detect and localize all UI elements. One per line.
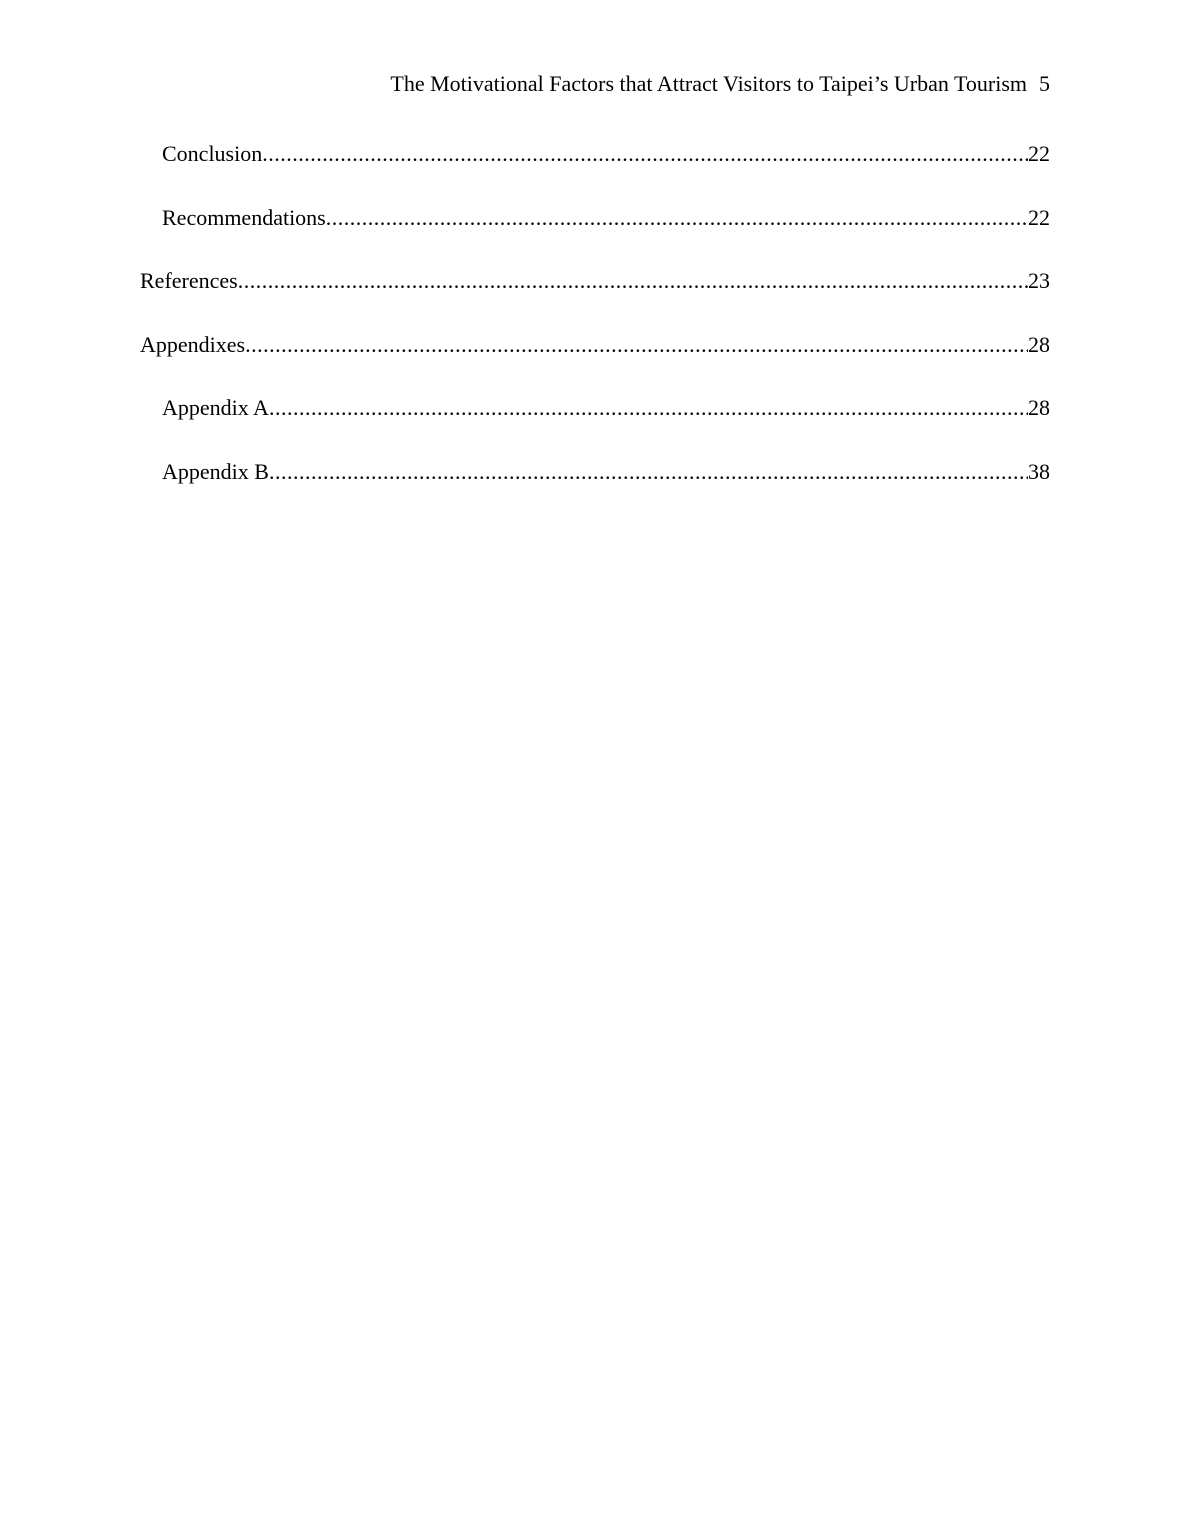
- toc-entry-page: 28: [1028, 331, 1050, 357]
- dot-leader: [326, 204, 1028, 232]
- dot-leader: [269, 458, 1028, 486]
- toc-entry-recommendations[interactable]: [140, 204, 1050, 268]
- toc-entry-conclusion[interactable]: [140, 140, 1050, 204]
- page-number: 5: [1039, 71, 1050, 96]
- toc-entry-appendix-a[interactable]: [140, 394, 1050, 458]
- toc-entry-appendixes[interactable]: [140, 331, 1050, 395]
- dot-leader: [269, 394, 1028, 422]
- toc-entry-references[interactable]: [140, 267, 1050, 331]
- toc-entry-label: Appendix A: [162, 395, 269, 420]
- toc-entry-page: 22: [1028, 204, 1050, 230]
- toc-entry-label: Appendixes: [140, 331, 246, 357]
- toc-entry-label: References: [140, 268, 238, 293]
- toc-entry-page: 23: [1028, 268, 1050, 293]
- dot-leader: [262, 140, 1028, 168]
- toc-entry-page: 22: [1028, 141, 1050, 166]
- toc-entry-label: Conclusion: [162, 141, 263, 166]
- toc-entry-label: Appendix B: [162, 458, 269, 484]
- toc-entry-page: 28: [1028, 395, 1050, 420]
- table-of-contents: [140, 140, 1050, 521]
- toc-entry-page: 38: [1028, 458, 1050, 484]
- running-header: [390, 70, 1050, 98]
- toc-entry-label: Recommendations: [162, 204, 326, 230]
- dot-leader: [245, 331, 1028, 359]
- dot-leader: [238, 267, 1028, 295]
- toc-entry-appendix-b[interactable]: [140, 458, 1050, 522]
- running-head-title: The Motivational Factors that Attract Visitors to Taipei’s Urban Tourism: [390, 71, 1027, 96]
